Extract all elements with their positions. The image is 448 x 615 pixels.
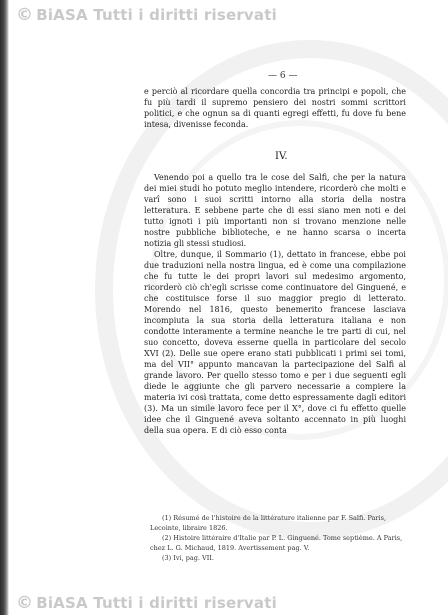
page-number: — 6 —	[268, 71, 298, 81]
paragraph-text: e perciò al ricordare quella concordia tra principi e popoli, che fu più tardi il supremo pensiero dei nostri sommi scrittori politici, e che ognun sa di quanti egregi effetti, fu dove fu bene intesa, divenisse feconda.	[144, 87, 406, 129]
watermark-bottom	[16, 593, 277, 613]
paragraph-continuation	[144, 86, 406, 130]
watermark-top-text: BiASA Tutti i diritti riservati	[36, 6, 277, 24]
copyright-icon: ©	[16, 5, 34, 25]
footnote: (2) Histoire littéraire d'Italie par P. L. Ginguené. Tome septième. A Paris, chez L. G. Michaud, 1819. Avertissement pag. V.	[150, 534, 403, 552]
section-body	[144, 172, 406, 436]
footnotes	[150, 513, 406, 563]
paragraph-text: Venendo poi a quello tra le cose del Salfi, che per la natura dei miei studi ho potuto meglio intendere, ricorderò che molti e varî sono i suoi scritti intorno alla storia della nostra letteratura. E sebbene parte che di essi siano men noti e dei tutto ignoti i più importanti non si trovano menzione nelle nostre pubbliche biblioteche, e ne hanno scarsa o incerta notizia gli stessi studiosi.	[144, 173, 406, 248]
watermark-top	[16, 5, 277, 25]
footnote: (1) Résumé de l'histoire de la littérature italienne par F. Salfi. Paris, Lecointe, libraire 1826.	[150, 514, 387, 532]
section-heading: IV.	[275, 151, 288, 162]
page-left-edge-shadow	[0, 0, 9, 615]
copyright-icon: ©	[16, 593, 34, 613]
paragraph-text: Oltre, dunque, il Sommario (1), dettato in francese, ebbe poi due traduzioni nella nostra lingua, ed è come una compilazione che fu tutte le dei propri lavori sul medesimo argomento, ricorderò ciò ch'egli scrisse come continuatore del Ginguené, e che costituisce forse il suo maggior pregio di letterato. Morendo nel 1816, questo benemerito francese lasciava incompiuta la sua storia della letteratura italiana e non condotte interamente a termine neanche le tre parti di cui, nel suo concetto, doveva esserne quella in particolare del secolo XVI (2). Delle sue opere erano stati pubblicati i primi sei tomi, ma del VII° appunto mancavan la partecipazione del Salfi al grande lavoro. Per quello stesso tomo e per i due seguenti egli diede le aggiunte che gli parvero necessarie a compiere la materia ivi così trattata, come detto espressamente dagli editori (3). Ma un simile lavoro fece per il X°, dove ci fu effetto quelle idee che il Ginguené aveva soltanto accennato in più luoghi della sua opera. E di ciò esso conta	[144, 250, 406, 435]
footnote: (3) Ivi, pag. VII.	[162, 554, 214, 562]
watermark-bottom-text: BiASA Tutti i diritti riservati	[36, 594, 277, 612]
